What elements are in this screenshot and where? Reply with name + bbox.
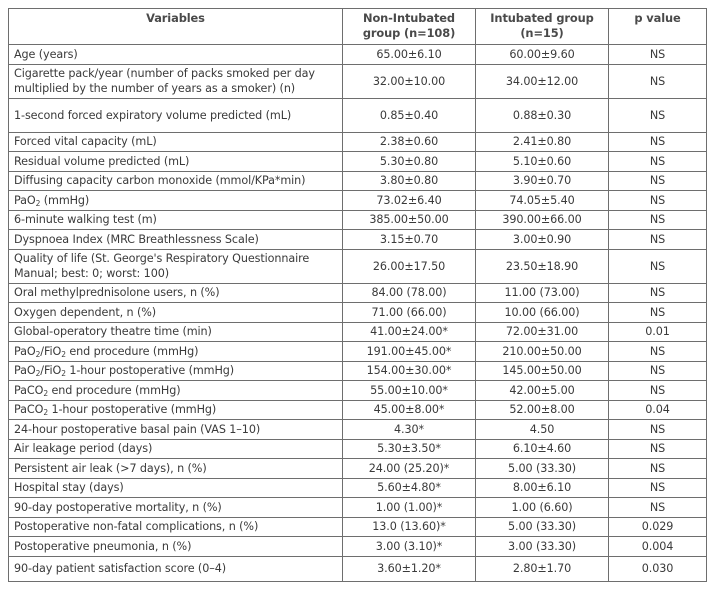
table-row bbox=[9, 171, 707, 191]
cell-non-intubated: 385.00±50.00 bbox=[343, 210, 476, 230]
cell-intubated: 3.00 (33.30) bbox=[476, 537, 609, 557]
cell-non-intubated: 3.00 (3.10)* bbox=[343, 537, 476, 557]
cell-intubated: 4.50 bbox=[476, 420, 609, 440]
cell-p-value: NS bbox=[609, 210, 707, 230]
cell-intubated: 23.50±18.90 bbox=[476, 249, 609, 283]
cell-variable: Postoperative pneumonia, n (%) bbox=[9, 537, 343, 557]
cell-non-intubated: 3.15±0.70 bbox=[343, 230, 476, 250]
cell-non-intubated: 154.00±30.00* bbox=[343, 361, 476, 381]
cell-p-value: NS bbox=[609, 230, 707, 250]
comparison-table bbox=[8, 8, 707, 582]
cell-non-intubated: 3.60±1.20* bbox=[343, 556, 476, 581]
table-row bbox=[9, 45, 707, 65]
table-row bbox=[9, 191, 707, 211]
cell-intubated: 74.05±5.40 bbox=[476, 191, 609, 211]
table-row bbox=[9, 400, 707, 420]
cell-p-value: NS bbox=[609, 191, 707, 211]
header-intubated: Intubated group (n=15) bbox=[476, 9, 609, 45]
cell-p-value: NS bbox=[609, 64, 707, 98]
cell-p-value: NS bbox=[609, 249, 707, 283]
cell-intubated: 0.88±0.30 bbox=[476, 98, 609, 132]
cell-variable: Air leakage period (days) bbox=[9, 439, 343, 459]
table-row bbox=[9, 303, 707, 323]
table-row bbox=[9, 64, 707, 98]
cell-variable: Cigarette pack/year (number of packs smoked per day multiplied by the number of years as a smoker) (n) bbox=[9, 64, 343, 98]
cell-non-intubated: 71.00 (66.00) bbox=[343, 303, 476, 323]
table-row bbox=[9, 283, 707, 303]
cell-p-value: NS bbox=[609, 459, 707, 479]
cell-variable: PaCO$_2$ 1-hour postoperative (mmHg) bbox=[9, 400, 343, 420]
cell-variable: Postoperative non-fatal complications, n (%) bbox=[9, 517, 343, 537]
cell-intubated: 210.00±50.00 bbox=[476, 342, 609, 362]
table-row bbox=[9, 478, 707, 498]
table-row bbox=[9, 152, 707, 172]
cell-non-intubated: 26.00±17.50 bbox=[343, 249, 476, 283]
cell-variable: 90-day patient satisfaction score (0–4) bbox=[9, 556, 343, 581]
cell-p-value: NS bbox=[609, 381, 707, 401]
cell-intubated: 145.00±50.00 bbox=[476, 361, 609, 381]
cell-non-intubated: 4.30* bbox=[343, 420, 476, 440]
table-row bbox=[9, 498, 707, 518]
cell-p-value: 0.030 bbox=[609, 556, 707, 581]
cell-p-value: 0.01 bbox=[609, 322, 707, 342]
cell-non-intubated: 1.00 (1.00)* bbox=[343, 498, 476, 518]
table-row bbox=[9, 381, 707, 401]
table-row bbox=[9, 98, 707, 132]
table-row bbox=[9, 420, 707, 440]
cell-non-intubated: 13.0 (13.60)* bbox=[343, 517, 476, 537]
cell-p-value: 0.04 bbox=[609, 400, 707, 420]
cell-non-intubated: 2.38±0.60 bbox=[343, 132, 476, 152]
cell-p-value: NS bbox=[609, 478, 707, 498]
cell-non-intubated: 5.60±4.80* bbox=[343, 478, 476, 498]
table-row bbox=[9, 537, 707, 557]
cell-variable: Oral methylprednisolone users, n (%) bbox=[9, 283, 343, 303]
cell-p-value: NS bbox=[609, 45, 707, 65]
table-row bbox=[9, 322, 707, 342]
cell-non-intubated: 45.00±8.00* bbox=[343, 400, 476, 420]
cell-non-intubated: 191.00±45.00* bbox=[343, 342, 476, 362]
cell-non-intubated: 3.80±0.80 bbox=[343, 171, 476, 191]
table-row bbox=[9, 439, 707, 459]
cell-variable: Forced vital capacity (mL) bbox=[9, 132, 343, 152]
cell-variable: PaO$_2$/FiO$_2$ 1-hour postoperative (mmHg) bbox=[9, 361, 343, 381]
header-non-intubated: Non-Intubated group (n=108) bbox=[343, 9, 476, 45]
cell-intubated: 6.10±4.60 bbox=[476, 439, 609, 459]
cell-p-value: NS bbox=[609, 132, 707, 152]
cell-intubated: 1.00 (6.60) bbox=[476, 498, 609, 518]
cell-p-value: 0.029 bbox=[609, 517, 707, 537]
cell-non-intubated: 5.30±0.80 bbox=[343, 152, 476, 172]
cell-intubated: 3.00±0.90 bbox=[476, 230, 609, 250]
cell-p-value: NS bbox=[609, 342, 707, 362]
cell-variable: Age (years) bbox=[9, 45, 343, 65]
cell-intubated: 52.00±8.00 bbox=[476, 400, 609, 420]
cell-variable: 24-hour postoperative basal pain (VAS 1–10) bbox=[9, 420, 343, 440]
table-row bbox=[9, 556, 707, 581]
cell-p-value: NS bbox=[609, 283, 707, 303]
table-row bbox=[9, 249, 707, 283]
cell-variable: Diffusing capacity carbon monoxide (mmol/KPa*min) bbox=[9, 171, 343, 191]
cell-non-intubated: 65.00±6.10 bbox=[343, 45, 476, 65]
cell-variable: 1-second forced expiratory volume predicted (mL) bbox=[9, 98, 343, 132]
table-row bbox=[9, 361, 707, 381]
cell-variable: Dyspnoea Index (MRC Breathlessness Scale) bbox=[9, 230, 343, 250]
table-row bbox=[9, 132, 707, 152]
cell-non-intubated: 5.30±3.50* bbox=[343, 439, 476, 459]
table-body bbox=[9, 45, 707, 582]
cell-non-intubated: 24.00 (25.20)* bbox=[343, 459, 476, 479]
cell-variable: PaCO$_2$ end procedure (mmHg) bbox=[9, 381, 343, 401]
cell-variable: Global-operatory theatre time (min) bbox=[9, 322, 343, 342]
header-row bbox=[9, 9, 707, 45]
cell-p-value: NS bbox=[609, 303, 707, 323]
cell-non-intubated: 41.00±24.00* bbox=[343, 322, 476, 342]
table-row bbox=[9, 230, 707, 250]
cell-intubated: 10.00 (66.00) bbox=[476, 303, 609, 323]
table-row bbox=[9, 342, 707, 362]
cell-non-intubated: 0.85±0.40 bbox=[343, 98, 476, 132]
cell-variable: Oxygen dependent, n (%) bbox=[9, 303, 343, 323]
cell-intubated: 5.00 (33.30) bbox=[476, 517, 609, 537]
cell-p-value: NS bbox=[609, 498, 707, 518]
cell-non-intubated: 55.00±10.00* bbox=[343, 381, 476, 401]
header-variables: Variables bbox=[9, 9, 343, 45]
cell-variable: Persistent air leak (>7 days), n (%) bbox=[9, 459, 343, 479]
cell-intubated: 3.90±0.70 bbox=[476, 171, 609, 191]
cell-variable: 90-day postoperative mortality, n (%) bbox=[9, 498, 343, 518]
cell-variable: PaO$_2$ (mmHg) bbox=[9, 191, 343, 211]
cell-variable: Quality of life (St. George's Respiratory Questionnaire Manual; best: 0; worst: 100) bbox=[9, 249, 343, 283]
cell-intubated: 34.00±12.00 bbox=[476, 64, 609, 98]
cell-intubated: 5.10±0.60 bbox=[476, 152, 609, 172]
cell-intubated: 42.00±5.00 bbox=[476, 381, 609, 401]
cell-non-intubated: 84.00 (78.00) bbox=[343, 283, 476, 303]
cell-p-value: NS bbox=[609, 152, 707, 172]
table-row bbox=[9, 210, 707, 230]
cell-variable: Residual volume predicted (mL) bbox=[9, 152, 343, 172]
cell-intubated: 2.41±0.80 bbox=[476, 132, 609, 152]
cell-p-value: NS bbox=[609, 98, 707, 132]
cell-variable: Hospital stay (days) bbox=[9, 478, 343, 498]
header-p-value: p value bbox=[609, 9, 707, 45]
cell-variable: 6-minute walking test (m) bbox=[9, 210, 343, 230]
cell-variable: PaO$_2$/FiO$_2$ end procedure (mmHg) bbox=[9, 342, 343, 362]
cell-non-intubated: 32.00±10.00 bbox=[343, 64, 476, 98]
cell-intubated: 72.00±31.00 bbox=[476, 322, 609, 342]
cell-p-value: NS bbox=[609, 439, 707, 459]
cell-intubated: 60.00±9.60 bbox=[476, 45, 609, 65]
cell-non-intubated: 73.02±6.40 bbox=[343, 191, 476, 211]
cell-intubated: 5.00 (33.30) bbox=[476, 459, 609, 479]
cell-p-value: 0.004 bbox=[609, 537, 707, 557]
table-row bbox=[9, 459, 707, 479]
cell-p-value: NS bbox=[609, 361, 707, 381]
cell-intubated: 11.00 (73.00) bbox=[476, 283, 609, 303]
cell-p-value: NS bbox=[609, 171, 707, 191]
cell-p-value: NS bbox=[609, 420, 707, 440]
cell-intubated: 8.00±6.10 bbox=[476, 478, 609, 498]
table-row bbox=[9, 517, 707, 537]
cell-intubated: 390.00±66.00 bbox=[476, 210, 609, 230]
cell-intubated: 2.80±1.70 bbox=[476, 556, 609, 581]
